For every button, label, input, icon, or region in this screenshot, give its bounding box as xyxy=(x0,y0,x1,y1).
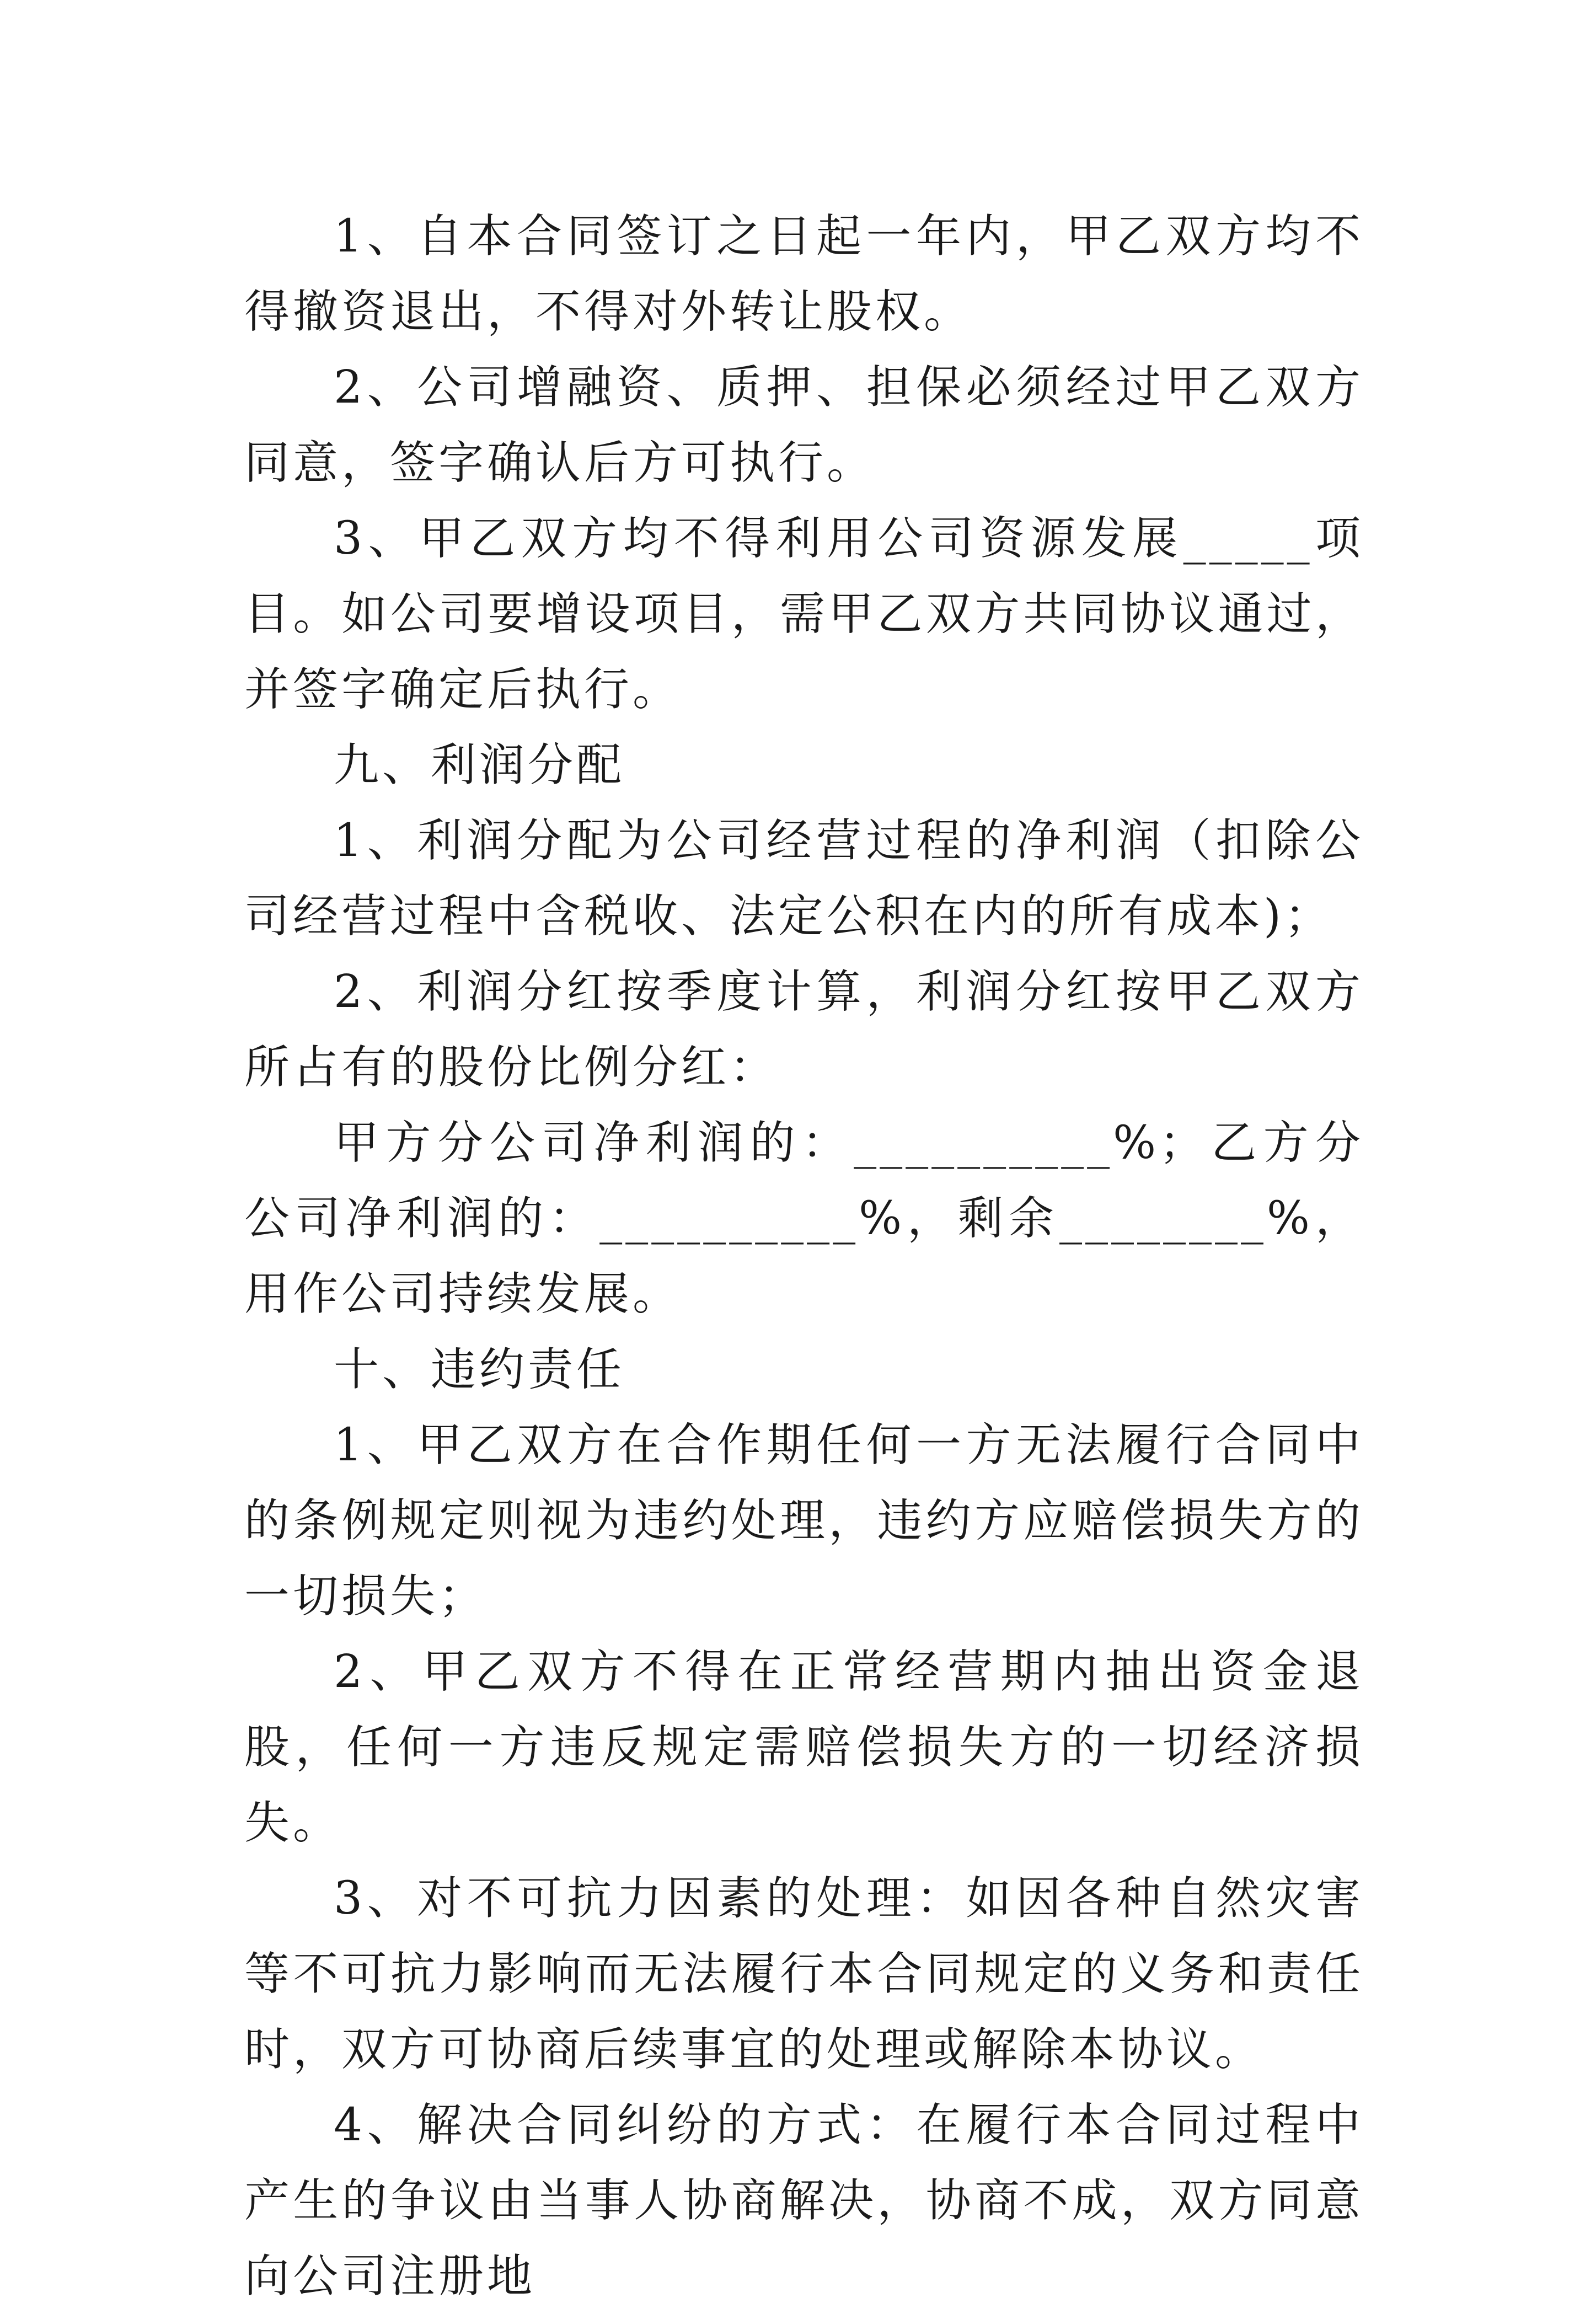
section-heading-profit-distribution: 九、利润分配 xyxy=(334,739,625,791)
liability-clause-1: 1、甲乙双方在合作期任何一方无法履行合同中的条例规定则视为违约处理，违约方应赔偿损失方的一切损失； xyxy=(244,1419,1364,1622)
profit-clause-1: 1、利润分配为公司经营过程的净利润（扣除公司经营过程中含税收、法定公积在内的所有成本)； xyxy=(244,815,1364,942)
section-heading-liability: 十、违约责任 xyxy=(334,1343,625,1396)
clause-3-resource-usage: 3、甲乙双方均不得利用公司资源发展_____项目。如公司要增设项目，需甲乙双方共同协议通过，并签字确定后执行。 xyxy=(244,512,1364,716)
document-body xyxy=(244,199,1364,2314)
liability-clause-2: 2、甲乙双方不得在正常经营期内抽出资金退股，任何一方违反规定需赔偿损失方的一切经济损失。 xyxy=(244,1646,1364,1849)
liability-clause-4: 4、解决合同纠纷的方式：在履行本合同过程中产生的争议由当事人协商解决，协商不成，双方同意向公司注册地 xyxy=(244,2099,1364,2302)
liability-clause-3: 3、对不可抗力因素的处理：如因各种自然灾害等不可抗力影响而无法履行本合同规定的义务和责任时，双方可协商后续事宜的处理或解除本协议。 xyxy=(244,1872,1364,2076)
profit-clause-2: 2、利润分红按季度计算，利润分红按甲乙双方所占有的股份比例分红： xyxy=(244,966,1364,1094)
clause-2-financing-approval: 2、公司增融资、质押、担保必须经过甲乙双方同意，签字确认后方可执行。 xyxy=(244,361,1364,489)
clause-1-no-withdrawal: 1、自本合同签订之日起一年内，甲乙双方均不得撤资退出，不得对外转让股权。 xyxy=(244,210,1364,338)
profit-share-ratio: 甲方分公司净利润的：__________%；乙方分公司净利润的：__________%，剩余________%，用作公司持续发展。 xyxy=(244,1117,1364,1320)
